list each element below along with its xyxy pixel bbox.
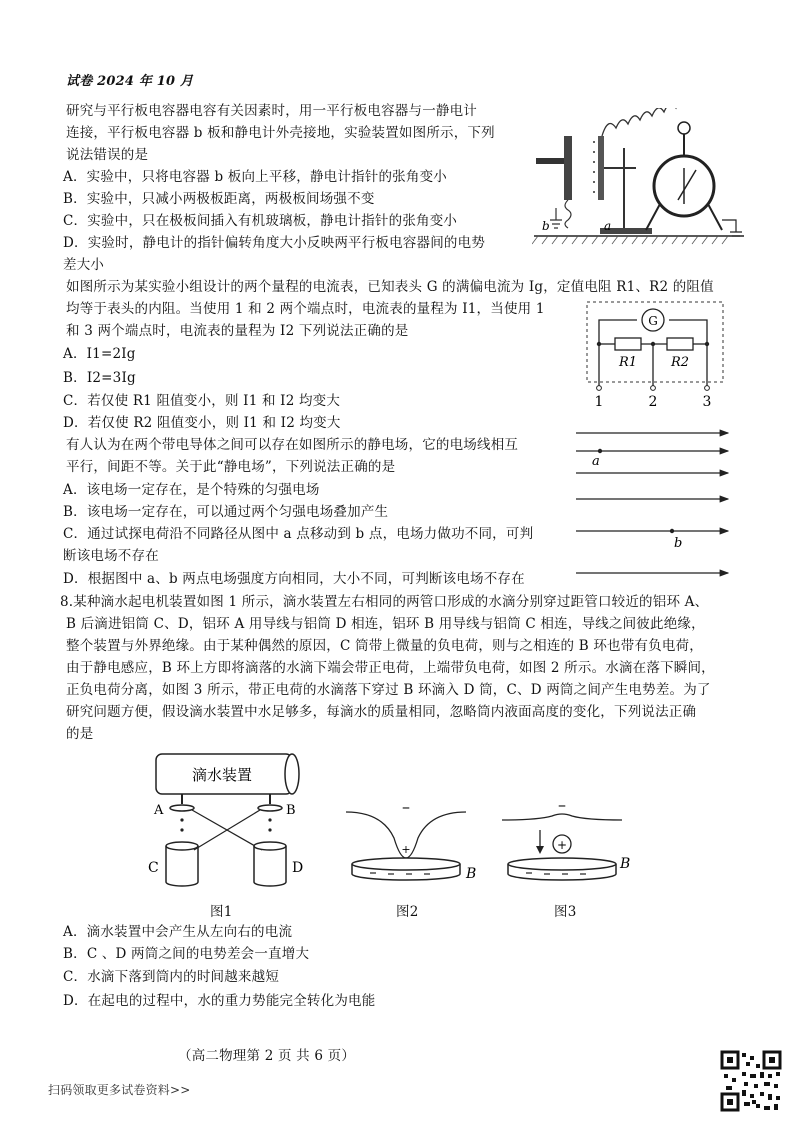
- q2-option-b: B．I2=3Ig: [63, 370, 136, 386]
- q2-galvanometer-g: G: [648, 314, 658, 328]
- q4-line-2: B 后滴进铝筒 C、D，铝环 A 用导线与铝筒 D 相连，铝环 B 用导线与铝筒 C 相连，导线之间彼此绝缘，: [66, 616, 705, 632]
- q4-fig3-plus: +: [556, 838, 568, 852]
- q3-option-b: B．该电场一定存在，可以通过两个匀强电场叠加产生: [63, 504, 389, 520]
- q4-figure-2-induction: [342, 798, 482, 890]
- q3-option-c-cont: 断该电场不存在: [63, 548, 159, 564]
- q4-fig3-caption: 图3: [554, 904, 577, 920]
- q4-figure-1-water-dropper: [142, 746, 312, 906]
- q1-option-d-cont: 差大小: [63, 257, 105, 273]
- qr-code-icon[interactable]: [720, 1050, 782, 1112]
- q4-line-1: 8.某种滴水起电机装置如图 1 所示，滴水装置左右相同的两管口形成的水滴分别穿过距管口较近的铝环 A、: [60, 594, 709, 610]
- page-footer: （高二物理第 2 页 共 6 页）: [178, 1048, 356, 1064]
- q1-line-1: 研究与平行板电容器电容有关因素时，用一平行板电容器与一静电计: [66, 103, 477, 119]
- q4-fig2-label-b: B: [466, 866, 477, 882]
- q3-line-1: 有人认为在两个带电导体之间可以存在如图所示的静电场，它的电场线相互: [66, 437, 519, 453]
- q1-option-a: A．实验中，只将电容器 b 板向上平移，静电计指针的张角变小: [63, 169, 447, 185]
- q4-figure-3-separation: [498, 798, 636, 890]
- q2-terminal-3: 3: [702, 394, 712, 408]
- q2-line-1: 如图所示为某实验小组设计的两个量程的电流表，已知表头 G 的满偏电流为 Ig，定值电阻 R1、R2 的阻值: [66, 279, 714, 295]
- q4-line-3: 整个装置与外界绝缘。由于某种偶然的原因，C 筒带上微量的负电荷，则与之相连的 B 环也带有负电荷，: [66, 638, 703, 654]
- q4-fig1-label-d: D: [292, 860, 304, 876]
- q2-terminal-1: 1: [594, 394, 604, 408]
- q2-line-3: 和 3 两个端点时，电流表的量程为 I2 下列说法正确的是: [66, 323, 409, 339]
- q2-option-c: C．若仅使 R1 阻值变小，则 I1 和 I2 均变大: [63, 393, 341, 409]
- q4-line-4: 由于静电感应，B 环上方即将滴落的水滴下端会带正电荷，上端带负电荷，如图 2 所示。水滴在落下瞬间，: [66, 660, 715, 676]
- q4-option-c: C．水滴下落到筒内的时间越来越短: [63, 969, 280, 985]
- q1-label-a: a: [604, 219, 612, 233]
- q2-option-d: D．若仅使 R2 阻值变小，则 I1 和 I2 均变大: [63, 415, 341, 431]
- q1-label-b: b: [542, 219, 550, 233]
- q1-option-c: C．实验中，只在极板间插入有机玻璃板，静电计指针的张角变小: [63, 213, 458, 229]
- q4-fig2-caption: 图2: [396, 904, 419, 920]
- promo-text: 扫码领取更多试卷资料>>: [48, 1083, 191, 1097]
- q4-fig1-label-a: A: [154, 803, 164, 818]
- q3-line-2: 平行，间距不等。关于此“静电场”，下列说法正确的是: [66, 459, 396, 475]
- q1-option-d: D．实验时，静电计的指针偏转角度大小反映两平行板电容器间的电势: [63, 235, 486, 251]
- q4-fig2-minus: –: [402, 798, 410, 816]
- q4-option-a: A．滴水装置中会产生从左向右的电流: [63, 924, 293, 940]
- exam-header: 试卷 2024 年 10 月: [66, 74, 194, 89]
- q4-fig1-caption: 图1: [210, 904, 233, 920]
- q4-fig1-label-b: B: [286, 803, 296, 818]
- q4-fig1-device-label: 滴水装置: [191, 766, 253, 784]
- q3-option-c: C．通过试探电荷沿不同路径从图中 a 点移动到 b 点，电场力做功不同，可判: [63, 526, 534, 542]
- q4-fig3-minus: –: [558, 798, 566, 814]
- q3-figure-field-lines: [572, 425, 736, 583]
- q4-line-6: 研究问题方便，假设滴水装置中水足够多，每滴水的质量相同，忽略筒内液面高度的变化，下列说法正确: [66, 704, 697, 720]
- q1-line-2: 连接，平行板电容器 b 板和静电计外壳接地，实验装置如图所示，下列: [66, 125, 495, 141]
- q2-figure-ammeter-circuit: [583, 298, 733, 408]
- q3-point-a: a: [592, 454, 600, 469]
- q1-figure-capacitor-electrometer: [532, 108, 746, 250]
- q1-line-3: 说法错误的是: [66, 147, 149, 163]
- q3-option-d: D．根据图中 a、b 两点电场强度方向相同，大小不同，可判断该电场不存在: [63, 571, 525, 587]
- q2-line-2: 均等于表头的内阻。当使用 1 和 2 两个端点时，电流表的量程为 I1，当使用 1: [66, 301, 545, 317]
- q4-option-d: D．在起电的过程中，水的重力势能完全转化为电能: [63, 993, 376, 1009]
- q4-option-b: B．C 、D 两筒之间的电势差会一直增大: [63, 946, 310, 962]
- q4-line-7: 的是: [66, 726, 94, 742]
- q4-fig1-label-c: C: [148, 860, 159, 876]
- q4-fig3-label-b: B: [620, 856, 631, 872]
- q4-line-5: 正负电荷分离，如图 3 所示，带正电荷的水滴落下穿过 B 环滴入 D 筒，C、D 两筒之间产生电势差。为了: [66, 682, 711, 698]
- q2-terminal-2: 2: [648, 394, 658, 408]
- q2-label-r1: R1: [618, 355, 638, 370]
- q1-option-b: B．实验中，只减小两极板距离，两极板间场强不变: [63, 191, 375, 207]
- q2-option-a: A．I1=2Ig: [63, 346, 136, 362]
- q4-fig2-plus: +: [401, 843, 411, 856]
- q3-option-a: A．该电场一定存在，是个特殊的匀强电场: [63, 482, 320, 498]
- q2-label-r2: R2: [670, 355, 690, 370]
- q3-point-b: b: [674, 536, 683, 551]
